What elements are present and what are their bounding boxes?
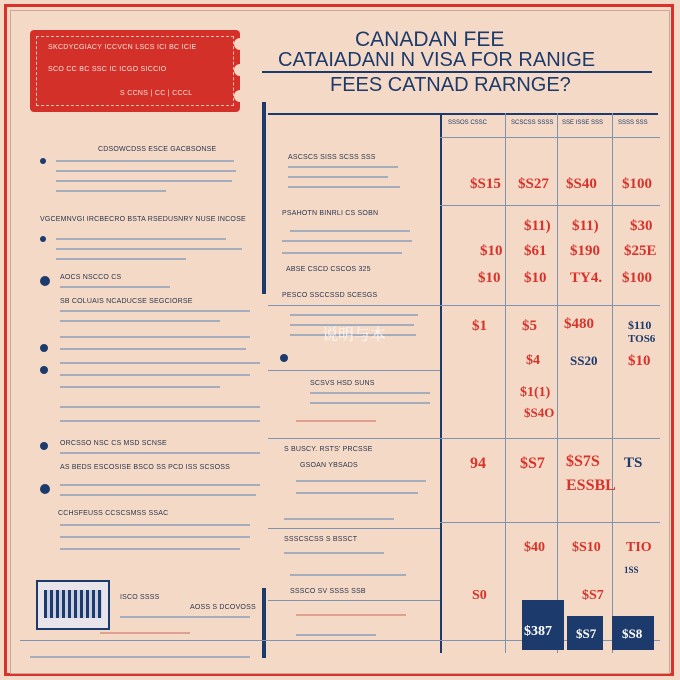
cell-r6c4: TOS6 — [628, 333, 656, 345]
cell-r12c3: $S10 — [572, 540, 601, 555]
col-header-3: SSE ISSE SSS — [562, 120, 604, 126]
banner-line-3: S CCNS | CC | CCCL — [120, 90, 193, 97]
left-section-9: AOSS S DCOVOSS — [190, 604, 256, 611]
title-line-2: CATAIADANI N VISA FOR RANIGE — [278, 49, 596, 71]
mid-sub-4: GSOAN YBSADS — [300, 462, 358, 469]
mid-head-3: SCSVS HSD SUNS — [310, 380, 375, 387]
mid-sub-1: PSAHOTN BINRLI CS SOBN — [282, 210, 379, 217]
bullet-icon — [40, 484, 50, 494]
cell-r5c1: $1 — [472, 318, 487, 334]
cell-r13c1: S0 — [472, 588, 487, 603]
cell-r1c4: $100 — [622, 176, 652, 192]
cell-r12c2: $40 — [524, 540, 545, 555]
cell-r3c4: $25E — [624, 243, 657, 259]
left-section-3: AOCS NSCCO CS — [60, 274, 122, 281]
mid-rule-1 — [268, 305, 440, 306]
red-banner — [30, 30, 240, 112]
mid-head-1: ASCSCS SISS SCSS SSS — [288, 154, 376, 161]
cell-r11c3: ESSBL — [566, 477, 616, 494]
cell-r7c4: $10 — [628, 353, 651, 369]
footer-rule — [20, 640, 660, 641]
cell-r3c1: $10 — [480, 243, 503, 259]
left-section-8: ISCO SSSS — [120, 594, 160, 601]
table-top-rule — [268, 113, 658, 115]
bullet-icon — [280, 354, 288, 362]
mid-sub-2: PESCO SSCCSSD SCESGS — [282, 292, 378, 299]
table-divider-4 — [612, 113, 613, 653]
cell-r2c2: $11) — [524, 218, 551, 234]
mid-sub-5: SSSCO SV SSSS SSB — [290, 588, 366, 595]
row-rule-1 — [440, 205, 660, 206]
cell-r5c4: $110 — [628, 318, 652, 332]
cell-r10c2: $S7 — [520, 455, 545, 472]
cell-r1c2: $S27 — [518, 176, 549, 192]
cell-r4c3: TY4. — [570, 270, 603, 286]
cell-r10c4: TS — [624, 455, 643, 471]
bullet-icon — [40, 442, 48, 450]
header-rule — [440, 137, 660, 138]
bullet-icon — [40, 276, 50, 286]
cell-r10c3: $S7S — [566, 453, 600, 470]
cell-r10c1: 94 — [470, 455, 486, 472]
title-rule — [262, 71, 652, 73]
bottom-fee-1: $387 — [524, 624, 552, 639]
cell-r2c4: $30 — [630, 218, 653, 234]
vertical-pointer-2 — [262, 588, 266, 658]
cell-r5c2: $5 — [522, 318, 537, 334]
bottom-fee-3: $S8 — [622, 626, 643, 641]
mid-head-4: S BUSCY. RSTS' PRCSSE — [284, 446, 373, 453]
table-divider-3 — [557, 113, 558, 653]
col-header-4: SSSS SSS — [618, 120, 648, 126]
left-section-4: SB COLUAIS NCADUCSE SEGCIORSE — [60, 298, 193, 305]
cell-r13c3: $S7 — [582, 588, 604, 603]
mid-head-5: SSSCSCSS S BSSCT — [284, 536, 358, 543]
cell-r4c1: $10 — [478, 270, 501, 286]
row-rule-4 — [440, 522, 660, 523]
cell-r3c3: $190 — [570, 243, 600, 259]
banner-line-2: SCO CC BC SSC IC ICGO SICCIO — [48, 66, 167, 73]
cell-r2c3: $11) — [572, 218, 599, 234]
bottom-fee-2: $S7 — [576, 626, 597, 641]
cell-r13c4: 1SS — [624, 565, 639, 575]
vertical-pointer — [262, 102, 266, 294]
bullet-icon — [40, 366, 48, 374]
cell-r1c1: $S15 — [470, 176, 501, 192]
left-section-6: AS BEDS ESCOSISE BSCO SS PCD ISS SCSOSS — [60, 464, 231, 471]
table-divider-1 — [440, 113, 442, 653]
mid-rule-5 — [268, 600, 440, 601]
cell-r6c3: SS20 — [570, 353, 598, 368]
mid-rule-3 — [268, 438, 440, 439]
bullet-icon — [40, 158, 46, 164]
mid-rule-4 — [268, 528, 440, 529]
mid-head-2: ABSE CSCD CSCOS 325 — [286, 266, 371, 273]
row-rule-2 — [440, 305, 660, 306]
row-rule-3 — [440, 438, 660, 439]
col-header-2: SCSCSS SSSS — [511, 120, 554, 126]
col-header-1: SSSOS CSSC — [448, 120, 488, 126]
table-divider-2 — [505, 113, 506, 653]
cell-r1c3: $S40 — [566, 176, 597, 192]
cell-r4c4: $100 — [622, 270, 652, 286]
cell-r9c2: $S4O — [524, 405, 555, 420]
cell-r12c4: TIO — [626, 540, 652, 555]
cell-r4c2: $10 — [524, 270, 547, 286]
title-line-3: FEES CATNAD RARNGE? — [330, 74, 571, 96]
cell-r7c2: $4 — [526, 353, 540, 368]
cell-r8c2: $1(1) — [520, 385, 551, 400]
watermark: 说明与本 — [322, 325, 387, 344]
banner-line-1: SKCDYCGIACY ICCVCN LSCS ICI BC ICIE — [48, 44, 197, 51]
left-section-5: ORCSSO NSC CS MSD SCNSE — [60, 440, 167, 447]
mid-rule-2 — [268, 370, 440, 371]
bullet-icon — [40, 236, 46, 242]
document-graphic — [36, 580, 110, 630]
cell-r5c3: $480 — [564, 316, 594, 332]
bullet-icon — [40, 344, 48, 352]
cell-r3c2: $61 — [524, 243, 547, 259]
title-line-1: CANADAN FEE — [355, 28, 505, 51]
left-heading: CDSOWCDSS ESCE GACBSONSE — [98, 146, 217, 153]
left-section-7: CCHSFEUSS CCSCSMSS SSAC — [58, 510, 169, 517]
left-section-2: VGCEMNVGI IRCBECRO BSTA RSEDUSNRY NUSE INCOSE — [40, 216, 246, 223]
